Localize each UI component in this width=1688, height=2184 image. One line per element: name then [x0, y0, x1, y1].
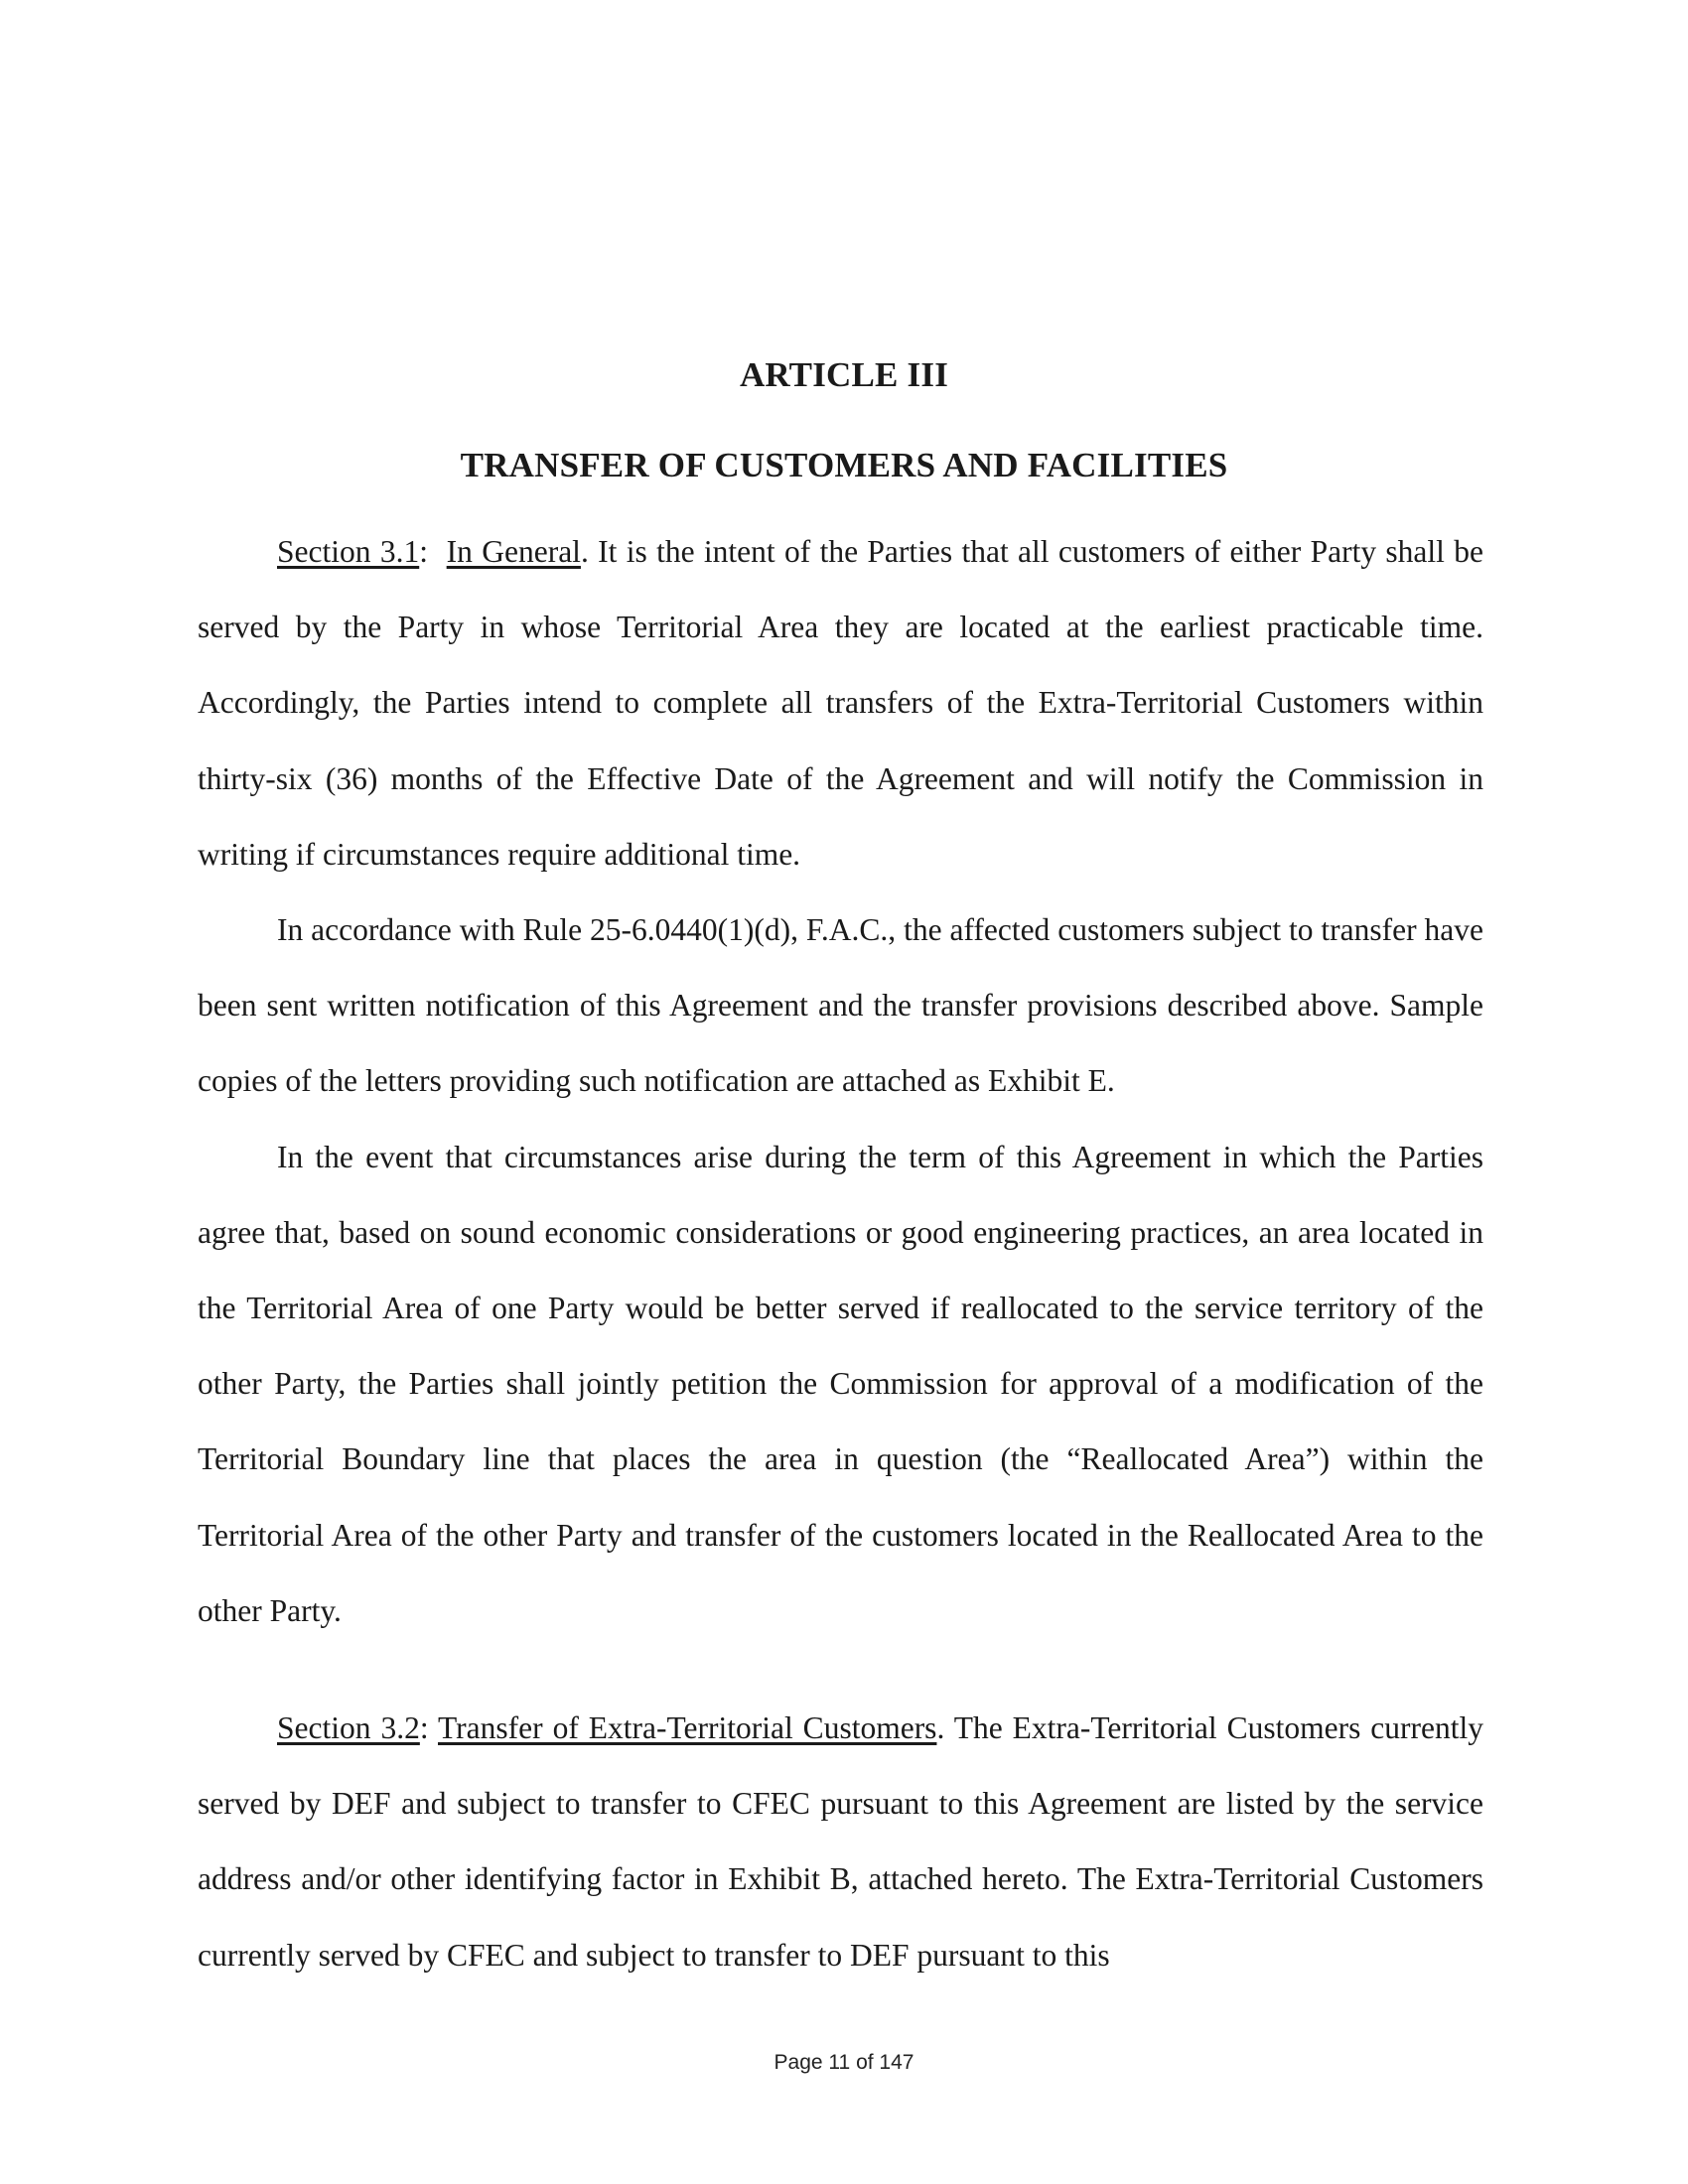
section-3-1-paragraph-3: In the event that circumstances arise during the term of this Agreement in which the Parties agree that, based on sound economic considerations or good engineering practices, an area located in the Territorial Area of one Party would be better served if reallocated to the service territory of the other Party, the Parties shall jointly petition the Commission for approval of a modification of the Territorial Boundary line that places the area in question (the “Reallocated Area”) within the Territorial Area of the other Party and transfer of the customers located in the Reallocated Area to the other Party.: [198, 1139, 1483, 1628]
footer-page-number: 11: [828, 2051, 851, 2074]
section-3-1-paragraph-1: [198, 514, 1483, 892]
section-3-1-heading: In General: [446, 534, 581, 569]
section-3-2-heading: Transfer of Extra-Territorial Customers: [438, 1710, 937, 1745]
section-3-2-separator: :: [419, 1710, 439, 1745]
section-3-1-text: . It is the intent of the Parties that all customers of either Party shall be served by the Party in whose Territorial Area they are located at the earliest practicable time. Accordingly, the Parties intend to complete all transfers of the Extra-Territorial Customers within thirty-six (36) months of the Effective Date of the Agreement and will notify the Commission in writing if circumstances require additional time.: [198, 534, 1483, 872]
section-3-1-separator: :: [419, 534, 447, 569]
page-footer: [0, 2051, 1688, 2075]
article-subtitle: TRANSFER OF CUSTOMERS AND FACILITIES: [460, 446, 1228, 484]
article-title: ARTICLE III: [739, 355, 949, 394]
section-3-2-paragraph-1: [198, 1691, 1483, 1993]
footer-page-total: 147: [879, 2051, 914, 2074]
section-3-1-number: Section 3.1: [277, 534, 420, 569]
section-3-1: [198, 514, 1483, 1649]
section-3-2-text: . The Extra-Territorial Customers currently served by DEF and subject to transfer to CFEC pursuant to this Agreement are listed by the service address and/or other identifying factor in Exhibit B, attached hereto. The Extra-Territorial Customers currently served by CFEC and subject to transfer to DEF pursuant to this: [198, 1710, 1483, 1973]
footer-of-label: of: [856, 2051, 874, 2074]
section-3-2-number: Section 3.2: [277, 1710, 420, 1745]
section-3-2: [198, 1691, 1483, 1993]
section-3-1-paragraph-2: In accordance with Rule 25-6.0440(1)(d), F.A.C., the affected customers subject to transfer have been sent written notification of this Agreement and the transfer provisions described above. Sample copies of the letters providing such notification are attached as Exhibit E.: [198, 912, 1483, 1099]
footer-page-label: Page: [774, 2051, 823, 2074]
